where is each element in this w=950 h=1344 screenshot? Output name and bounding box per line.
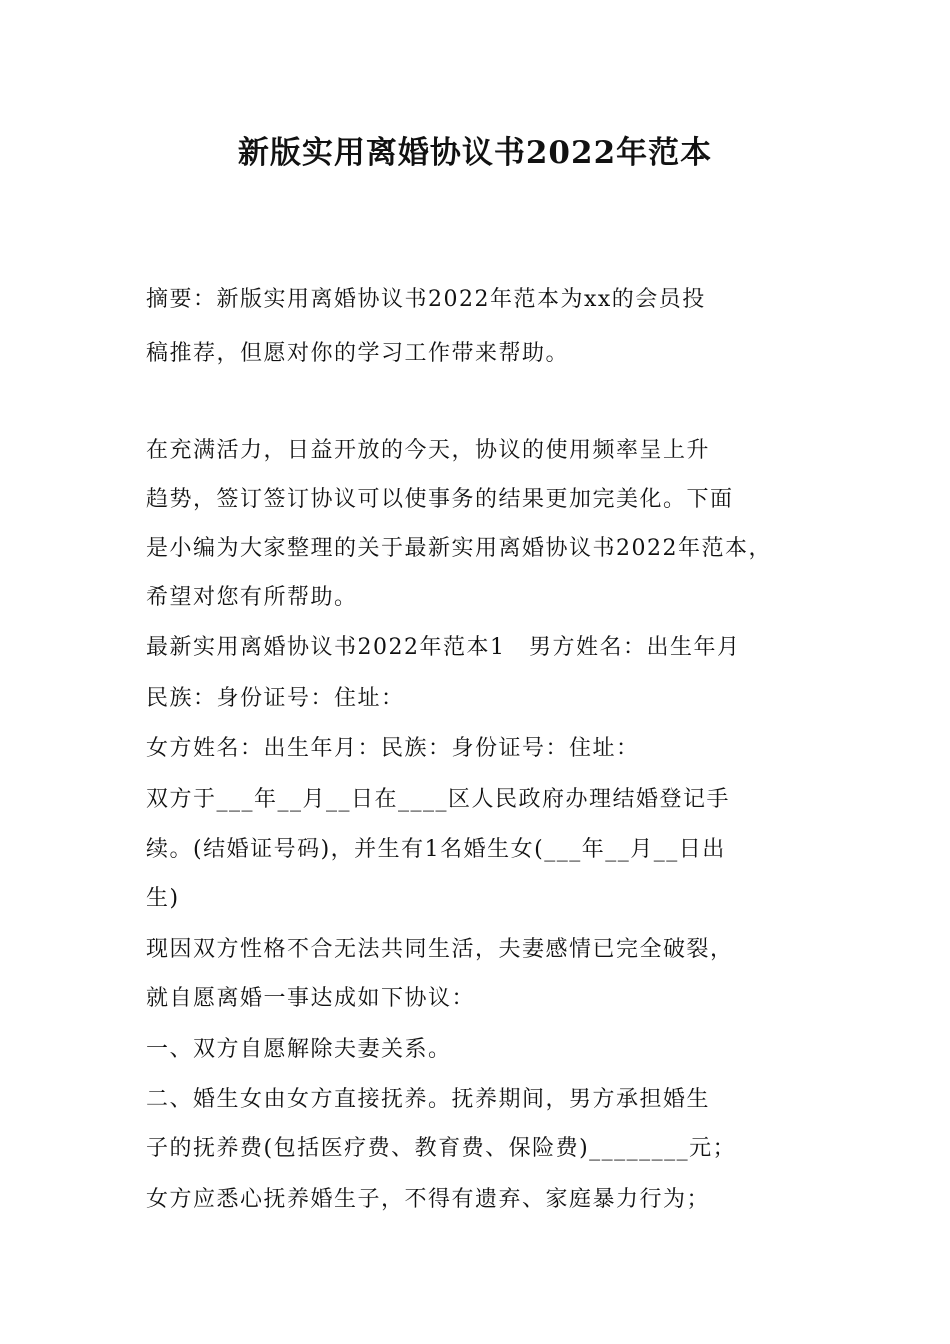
- abstract-line-1: 摘要：新版实用离婚协议书2022年范本为xx的会员投: [146, 287, 706, 312]
- reason-line-2: 就自愿离婚一事达成如下协议：: [146, 986, 476, 1011]
- clause-2-line-3: 女方应悉心抚养婚生子，不得有遗弃、家庭暴力行为；: [146, 1187, 711, 1212]
- reason-line-1: 现因双方性格不合无法共同生活，夫妻感情已完全破裂，: [146, 937, 734, 962]
- intro-line-3: 是小编为大家整理的关于最新实用离婚协议书2022年范本，: [146, 536, 772, 561]
- intro-line-4: 希望对您有所帮助。: [146, 585, 358, 610]
- clause-1-line: 一、双方自愿解除夫妻关系。: [146, 1037, 452, 1062]
- sample-heading-line-1: 最新实用离婚协议书2022年范本1 男方姓名：出生年月: [146, 635, 741, 660]
- female-info-line: 女方姓名：出生年月：民族：身份证号：住址：: [146, 736, 640, 761]
- marriage-info-line-3: 生): [146, 886, 180, 911]
- document-title: 新版实用离婚协议书2022年范本: [237, 135, 713, 171]
- marriage-info-line-1: 双方于___年__月__日在____区人民政府办理结婚登记手: [146, 787, 731, 812]
- clause-2-line-1: 二、婚生女由女方直接抚养。抚养期间，男方承担婚生: [146, 1087, 711, 1112]
- clause-2-line-2: 子的抚养费(包括医疗费、教育费、保险费)________元；: [146, 1136, 737, 1161]
- intro-line-1: 在充满活力，日益开放的今天，协议的使用频率呈上升: [146, 438, 711, 463]
- abstract-line-2: 稿推荐，但愿对你的学习工作带来帮助。: [146, 341, 570, 366]
- intro-line-2: 趋势，签订签订协议可以使事务的结果更加完美化。下面: [146, 487, 734, 512]
- marriage-info-line-2: 续。(结婚证号码)，并生有1名婚生女(___年__月__日出: [146, 837, 726, 862]
- sample-heading-line-2: 民族：身份证号：住址：: [146, 686, 405, 711]
